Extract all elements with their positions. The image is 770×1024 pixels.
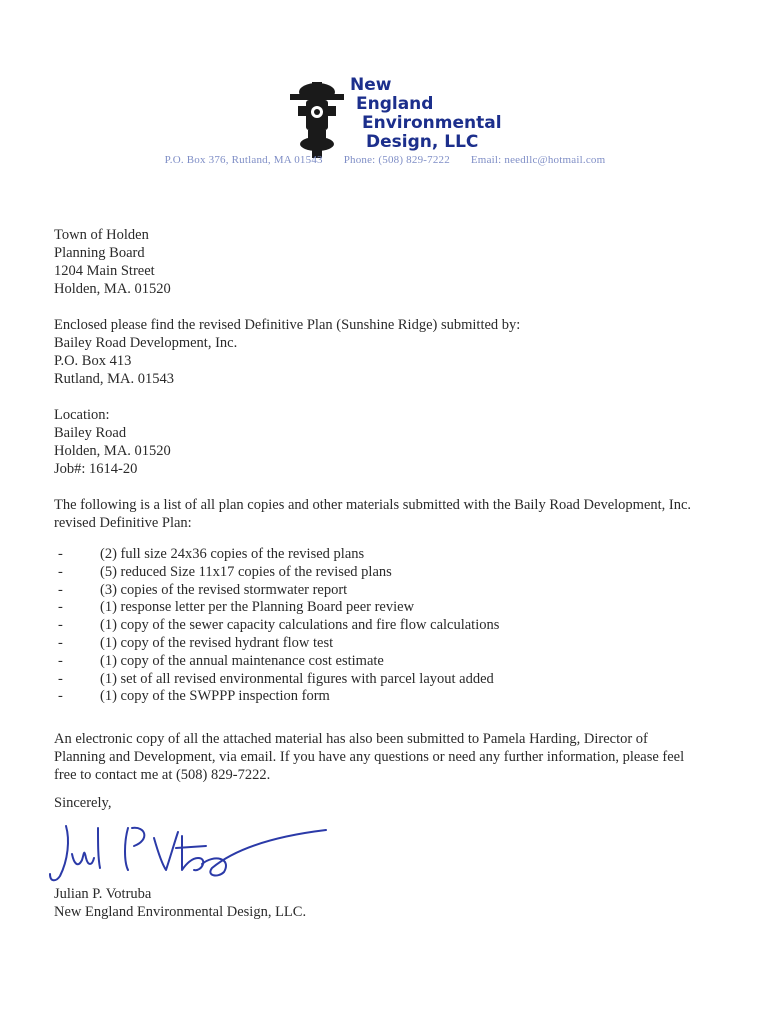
handwritten-signature bbox=[36, 818, 336, 888]
list-item-text: (1) copy of the sewer capacity calculations and fire flow calculations bbox=[100, 617, 500, 634]
company-name-line: England bbox=[356, 94, 434, 114]
list-intro-paragraph bbox=[54, 496, 724, 532]
submitter-line: P.O. Box 413 bbox=[54, 353, 132, 369]
list-marker: - bbox=[58, 688, 63, 705]
signer-company: New England Environmental Design, LLC. bbox=[54, 904, 307, 920]
signer-block bbox=[54, 885, 306, 921]
list-item-text: (2) full size 24x36 copies of the revised plans bbox=[100, 546, 365, 562]
company-email: Email: needllc@hotmail.com bbox=[470, 154, 606, 166]
list-item bbox=[58, 564, 499, 582]
list-marker: - bbox=[58, 634, 63, 651]
company-phone: Phone: (508) 829-7222 bbox=[343, 154, 450, 166]
list-marker: - bbox=[58, 581, 63, 598]
list-item-text: (1) copy of the SWPPP inspection form bbox=[100, 688, 330, 705]
contact-line bbox=[0, 154, 770, 166]
list-marker: - bbox=[58, 546, 63, 562]
list-marker: - bbox=[58, 617, 63, 634]
list-item bbox=[58, 546, 499, 564]
list-marker: - bbox=[58, 563, 63, 580]
list-item bbox=[58, 582, 499, 600]
intro-section bbox=[54, 316, 520, 388]
location-line: Bailey Road bbox=[54, 425, 127, 441]
water-hydrant-logo-icon bbox=[286, 78, 348, 160]
recipient-address bbox=[54, 226, 171, 298]
paragraph-line: The following is a list of all plan copies and other materials submitted with the Baily Road Development, Inc. bbox=[54, 497, 692, 513]
letterhead bbox=[0, 70, 770, 180]
list-item-text: (1) response letter per the Planning Board peer review bbox=[100, 599, 415, 616]
list-item bbox=[58, 599, 499, 617]
list-marker: - bbox=[58, 599, 63, 616]
list-item bbox=[58, 617, 499, 635]
list-item bbox=[58, 635, 499, 653]
list-marker: - bbox=[58, 670, 63, 687]
list-item-text: (5) reduced Size 11x17 copies of the revised plans bbox=[100, 563, 392, 580]
list-item-text: (1) copy of the annual maintenance cost estimate bbox=[100, 652, 384, 669]
list-item-text: (3) copies of the revised stormwater report bbox=[100, 581, 348, 598]
list-marker: - bbox=[58, 652, 63, 669]
closing-paragraph bbox=[54, 730, 724, 784]
paragraph-line: free to contact me at (508) 829-7222. bbox=[54, 767, 271, 783]
location-label: Location: bbox=[54, 407, 110, 423]
company-name-line: New bbox=[350, 75, 392, 95]
salutation: Sincerely, bbox=[54, 795, 112, 811]
list-item bbox=[58, 688, 499, 706]
address-line: Planning Board bbox=[54, 245, 145, 261]
submitter-line: Bailey Road Development, Inc. bbox=[54, 335, 238, 351]
paragraph-line: Planning and Development, via email. If you have any questions or need any further information, please feel bbox=[54, 749, 685, 765]
company-name-line: Environmental bbox=[362, 113, 502, 133]
address-line: Holden, MA. 01520 bbox=[54, 281, 171, 297]
signer-name: Julian P. Votruba bbox=[54, 886, 152, 902]
materials-list bbox=[58, 546, 499, 706]
list-item-text: (1) copy of the revised hydrant flow test bbox=[100, 634, 334, 651]
job-number: Job#: 1614-20 bbox=[54, 461, 138, 477]
location-line: Holden, MA. 01520 bbox=[54, 443, 171, 459]
paragraph-line: revised Definitive Plan: bbox=[54, 515, 192, 531]
company-name-line: Design, LLC bbox=[366, 132, 479, 152]
list-item bbox=[58, 653, 499, 671]
list-item-text: (1) set of all revised environmental figures with parcel layout added bbox=[100, 670, 494, 687]
paragraph-line: An electronic copy of all the attached material has also been submitted to Pamela Harding, Director of bbox=[54, 731, 648, 747]
company-name bbox=[350, 76, 502, 152]
location-section bbox=[54, 406, 171, 478]
address-line: 1204 Main Street bbox=[54, 263, 155, 279]
address-line: Town of Holden bbox=[54, 227, 149, 243]
intro-line: Enclosed please find the revised Definitive Plan (Sunshine Ridge) submitted by: bbox=[54, 317, 521, 333]
company-address: P.O. Box 376, Rutland, MA 01543 bbox=[164, 154, 323, 166]
list-item bbox=[58, 671, 499, 689]
submitter-line: Rutland, MA. 01543 bbox=[54, 371, 175, 387]
